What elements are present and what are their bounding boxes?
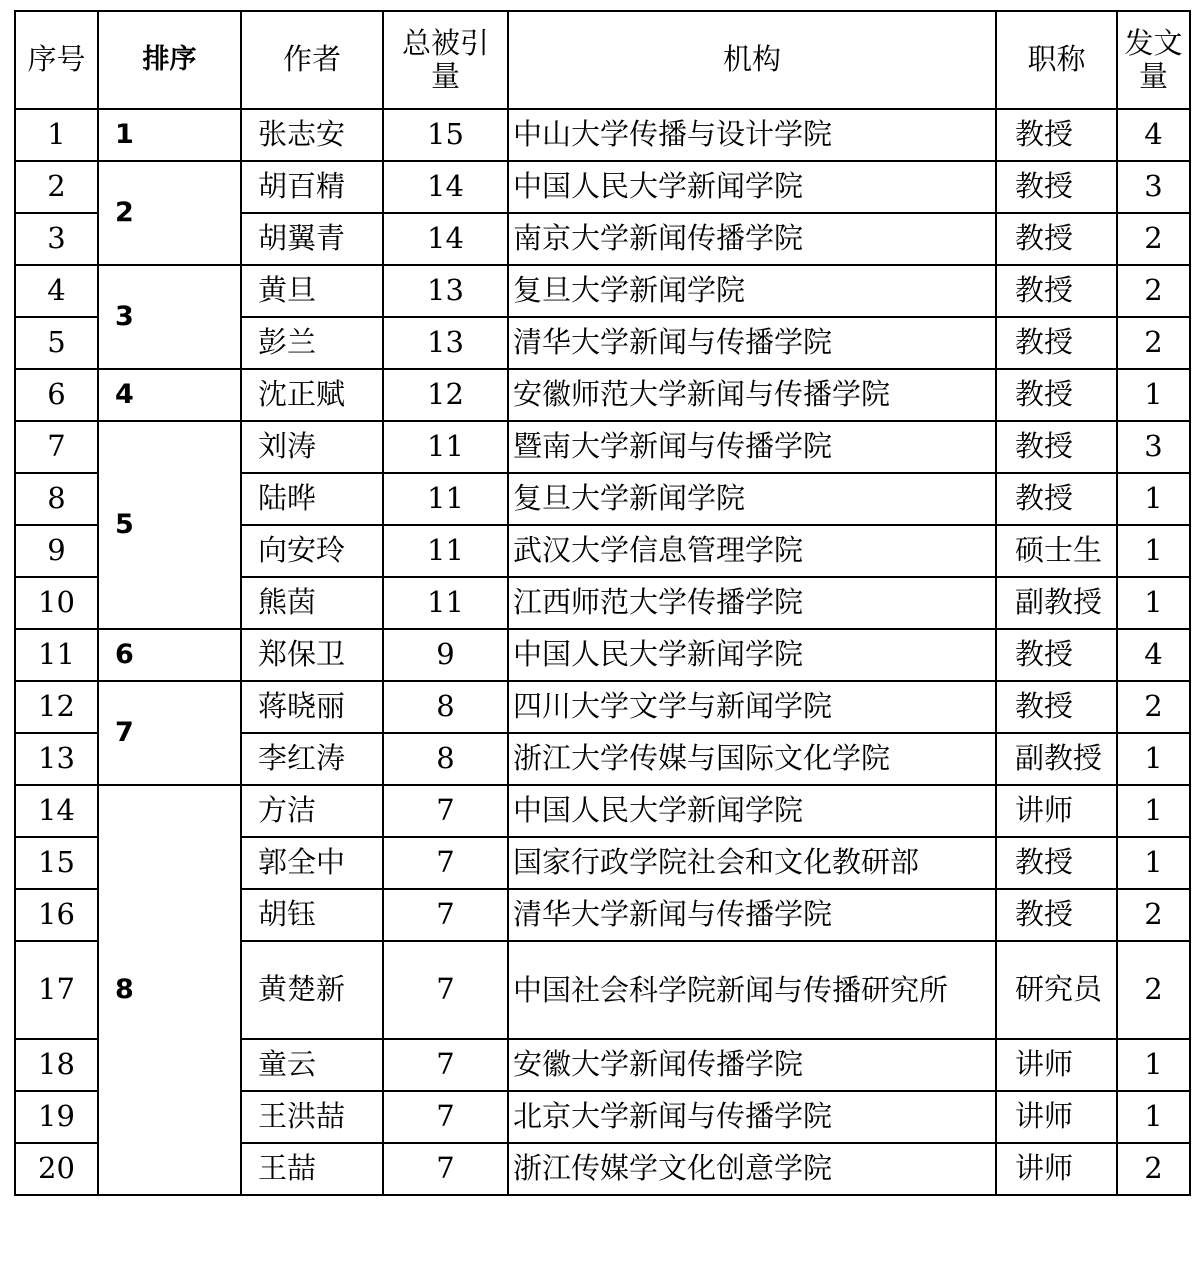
rank-cell: 5	[98, 421, 241, 629]
table-row	[15, 681, 1190, 733]
papers-cell: 1	[1117, 1039, 1190, 1091]
header-row	[15, 11, 1190, 109]
papers-cell: 2	[1117, 265, 1190, 317]
citations-cell: 13	[383, 317, 508, 369]
index-cell: 14	[15, 785, 98, 837]
index-cell: 12	[15, 681, 98, 733]
header-title: 职称	[996, 11, 1117, 109]
papers-cell: 4	[1117, 629, 1190, 681]
index-cell: 10	[15, 577, 98, 629]
institution-cell: 暨南大学新闻与传播学院	[508, 421, 996, 473]
title-cell: 讲师	[996, 1143, 1117, 1195]
citations-cell: 7	[383, 941, 508, 1039]
table-row	[15, 785, 1190, 837]
index-cell: 1	[15, 109, 98, 161]
title-cell: 讲师	[996, 785, 1117, 837]
title-cell: 教授	[996, 265, 1117, 317]
title-cell: 教授	[996, 837, 1117, 889]
index-cell: 19	[15, 1091, 98, 1143]
citations-cell: 7	[383, 1091, 508, 1143]
papers-cell: 1	[1117, 525, 1190, 577]
title-cell: 教授	[996, 213, 1117, 265]
author-cell: 郭全中	[241, 837, 383, 889]
index-cell: 18	[15, 1039, 98, 1091]
papers-cell: 1	[1117, 1091, 1190, 1143]
institution-cell: 国家行政学院社会和文化教研部	[508, 837, 996, 889]
author-cell: 王洪喆	[241, 1091, 383, 1143]
citations-cell: 12	[383, 369, 508, 421]
citations-cell: 8	[383, 733, 508, 785]
author-cell: 刘涛	[241, 421, 383, 473]
citations-cell: 8	[383, 681, 508, 733]
papers-cell: 2	[1117, 1143, 1190, 1195]
author-cell: 童云	[241, 1039, 383, 1091]
citations-cell: 15	[383, 109, 508, 161]
author-citation-table	[14, 10, 1191, 1196]
author-cell: 沈正赋	[241, 369, 383, 421]
citations-cell: 13	[383, 265, 508, 317]
institution-cell: 清华大学新闻与传播学院	[508, 317, 996, 369]
institution-cell: 浙江大学传媒与国际文化学院	[508, 733, 996, 785]
author-cell: 黄楚新	[241, 941, 383, 1039]
author-cell: 蒋晓丽	[241, 681, 383, 733]
papers-cell: 2	[1117, 889, 1190, 941]
title-cell: 讲师	[996, 1091, 1117, 1143]
index-cell: 8	[15, 473, 98, 525]
rank-cell: 3	[98, 265, 241, 369]
papers-cell: 1	[1117, 733, 1190, 785]
author-cell: 胡钰	[241, 889, 383, 941]
rank-cell: 4	[98, 369, 241, 421]
table-row	[15, 629, 1190, 681]
citations-cell: 11	[383, 525, 508, 577]
title-cell: 讲师	[996, 1039, 1117, 1091]
header-author: 作者	[241, 11, 383, 109]
index-cell: 16	[15, 889, 98, 941]
header-citations: 总被引量	[383, 11, 508, 109]
title-cell: 教授	[996, 161, 1117, 213]
index-cell: 3	[15, 213, 98, 265]
papers-cell: 1	[1117, 837, 1190, 889]
institution-cell: 中国人民大学新闻学院	[508, 785, 996, 837]
title-cell: 副教授	[996, 577, 1117, 629]
institution-cell: 北京大学新闻与传播学院	[508, 1091, 996, 1143]
papers-cell: 2	[1117, 213, 1190, 265]
citations-cell: 7	[383, 1143, 508, 1195]
index-cell: 15	[15, 837, 98, 889]
author-cell: 熊茵	[241, 577, 383, 629]
title-cell: 教授	[996, 629, 1117, 681]
rank-cell: 8	[98, 785, 241, 1195]
institution-cell: 清华大学新闻与传播学院	[508, 889, 996, 941]
table-row	[15, 265, 1190, 317]
papers-cell: 2	[1117, 681, 1190, 733]
author-cell: 陆晔	[241, 473, 383, 525]
index-cell: 11	[15, 629, 98, 681]
institution-cell: 中国人民大学新闻学院	[508, 629, 996, 681]
header-papers: 发文量	[1117, 11, 1190, 109]
header-institution: 机构	[508, 11, 996, 109]
author-cell: 黄旦	[241, 265, 383, 317]
institution-cell: 武汉大学信息管理学院	[508, 525, 996, 577]
index-cell: 5	[15, 317, 98, 369]
index-cell: 2	[15, 161, 98, 213]
papers-cell: 1	[1117, 369, 1190, 421]
citations-cell: 7	[383, 785, 508, 837]
index-cell: 9	[15, 525, 98, 577]
author-cell: 向安玲	[241, 525, 383, 577]
institution-cell: 安徽大学新闻传播学院	[508, 1039, 996, 1091]
title-cell: 教授	[996, 889, 1117, 941]
institution-cell: 中国人民大学新闻学院	[508, 161, 996, 213]
papers-cell: 1	[1117, 577, 1190, 629]
table-row	[15, 421, 1190, 473]
papers-cell: 3	[1117, 161, 1190, 213]
institution-cell: 浙江传媒学文化创意学院	[508, 1143, 996, 1195]
papers-cell: 2	[1117, 317, 1190, 369]
institution-cell: 南京大学新闻传播学院	[508, 213, 996, 265]
citations-cell: 11	[383, 473, 508, 525]
institution-cell: 四川大学文学与新闻学院	[508, 681, 996, 733]
title-cell: 教授	[996, 369, 1117, 421]
papers-cell: 2	[1117, 941, 1190, 1039]
index-cell: 4	[15, 265, 98, 317]
author-cell: 郑保卫	[241, 629, 383, 681]
index-cell: 13	[15, 733, 98, 785]
header-index: 序号	[15, 11, 98, 109]
table-row	[15, 369, 1190, 421]
papers-cell: 3	[1117, 421, 1190, 473]
author-cell: 张志安	[241, 109, 383, 161]
author-cell: 李红涛	[241, 733, 383, 785]
title-cell: 教授	[996, 109, 1117, 161]
citations-cell: 14	[383, 213, 508, 265]
title-cell: 教授	[996, 681, 1117, 733]
institution-cell: 复旦大学新闻学院	[508, 473, 996, 525]
author-cell: 胡翼青	[241, 213, 383, 265]
rank-cell: 2	[98, 161, 241, 265]
citations-cell: 14	[383, 161, 508, 213]
title-cell: 硕士生	[996, 525, 1117, 577]
author-cell: 王喆	[241, 1143, 383, 1195]
citations-cell: 7	[383, 1039, 508, 1091]
title-cell: 教授	[996, 421, 1117, 473]
citations-cell: 11	[383, 421, 508, 473]
author-cell: 彭兰	[241, 317, 383, 369]
papers-cell: 4	[1117, 109, 1190, 161]
papers-cell: 1	[1117, 473, 1190, 525]
rank-cell: 1	[98, 109, 241, 161]
rank-cell: 6	[98, 629, 241, 681]
rank-cell: 7	[98, 681, 241, 785]
institution-cell: 中山大学传播与设计学院	[508, 109, 996, 161]
table-row	[15, 109, 1190, 161]
institution-cell: 江西师范大学传播学院	[508, 577, 996, 629]
title-cell: 教授	[996, 317, 1117, 369]
title-cell: 副教授	[996, 733, 1117, 785]
papers-cell: 1	[1117, 785, 1190, 837]
index-cell: 17	[15, 941, 98, 1039]
citations-cell: 11	[383, 577, 508, 629]
header-rank: 排序	[98, 11, 241, 109]
author-cell: 方洁	[241, 785, 383, 837]
index-cell: 6	[15, 369, 98, 421]
title-cell: 研究员	[996, 941, 1117, 1039]
title-cell: 教授	[996, 473, 1117, 525]
institution-cell: 安徽师范大学新闻与传播学院	[508, 369, 996, 421]
citations-cell: 7	[383, 889, 508, 941]
institution-cell: 复旦大学新闻学院	[508, 265, 996, 317]
index-cell: 7	[15, 421, 98, 473]
citations-cell: 9	[383, 629, 508, 681]
citations-cell: 7	[383, 837, 508, 889]
author-cell: 胡百精	[241, 161, 383, 213]
index-cell: 20	[15, 1143, 98, 1195]
table-row	[15, 161, 1190, 213]
institution-cell: 中国社会科学院新闻与传播研究所	[508, 941, 996, 1039]
